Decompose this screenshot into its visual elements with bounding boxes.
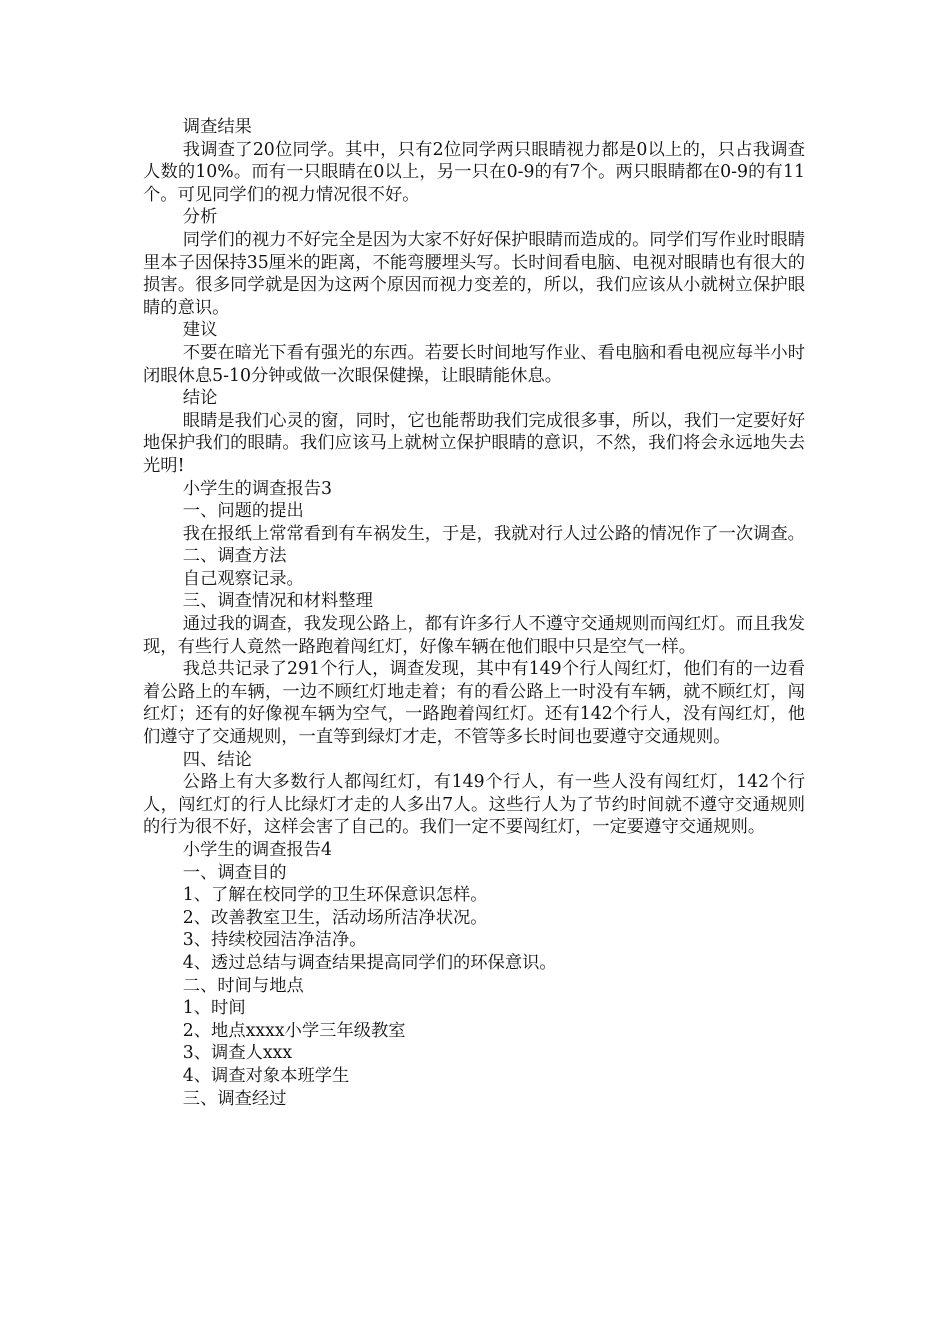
section-heading-results: 调查结果 (182, 117, 252, 137)
report3-paragraph-method: 自己观察记录。 (182, 568, 304, 589)
report4-heading-purpose: 一、调查目的 (182, 862, 287, 883)
report4-time-place-item-4: 4、调查对象本班学生 (182, 1065, 350, 1086)
report3-heading-situation: 三、调查情况和材料整理 (182, 591, 373, 612)
paragraph-analysis: 同学们的视力不好完全是因为大家不好好保护眼睛而造成的。同学们写作业时眼睛里本子因保持35厘米的距离，不能弯腰埋头写。长时间看电脑、电视对眼睛也有很大的损害。很多同学就是因为这两个原因而视力变差的，所以，我们应该从小就树立保护眼睛的意识。 (143, 229, 805, 318)
report3-paragraph-situation-2: 我总共记录了291个行人，调查发现，其中有149个行人闯红灯，他们有的一边看着公路上的车辆，一边不顾红灯地走着；有的看公路上一时没有车辆，就不顾红灯，闯红灯；还有的好像视车辆为空气，一路跑着闯红灯。还有142个行人，没有闯红灯，他们遵守了交通规则，一直等到绿灯才走，不管等多长时间也要遵守交通规则。 (143, 659, 805, 748)
report4-purpose-item-2: 2、改善教室卫生，活动场所洁净状况。 (182, 907, 488, 928)
section-heading-suggestion: 建议 (182, 320, 218, 341)
report4-heading-time-place: 二、时间与地点 (182, 975, 304, 996)
report3-heading-conclusion: 四、结论 (182, 749, 252, 770)
report4-purpose-item-4: 4、透过总结与调查结果提高同学们的环保意识。 (182, 952, 557, 973)
report3-paragraph-conclusion: 公路上有大多数行人都闯红灯，有149个行人，有一些人没有闯红灯，142个行人，闯红灯的行人比绿灯才走的人多出7人。这些行人为了节约时间就不遵守交通规则的行为很不好，这样会害了自己的。我们一定不要闯红灯，一定要遵守交通规则。 (143, 772, 805, 838)
section-heading-conclusion: 结论 (182, 388, 218, 409)
report4-time-place-item-3: 3、调查人xxx (182, 1043, 293, 1064)
report3-paragraph-problem: 我在报纸上常常看到有车祸发生，于是，我就对行人过公路的情况作了一次调查。 (182, 523, 805, 544)
paragraph-conclusion: 眼睛是我们心灵的窗，同时，它也能帮助我们完成很多事，所以，我们一定要好好地保护我们的眼睛。我们应该马上就树立保护眼睛的意识，不然，我们将会永远地失去光明! (143, 410, 805, 476)
paragraph-results: 我调查了20位同学。其中，只有2位同学两只眼睛视力都是0以上的，只占我调查人数的10%。而有一只眼睛在0以上，另一只在0-9的有7个。两只眼睛都在0-9的有11个。可见同学们的视力情况很不好。 (143, 139, 805, 205)
report4-heading-process: 三、调查经过 (182, 1088, 287, 1109)
report-title-3: 小学生的调查报告3 (182, 478, 333, 499)
section-heading-analysis: 分析 (182, 207, 218, 228)
report4-time-place-item-1: 1、时间 (182, 998, 246, 1019)
report4-purpose-item-1: 1、了解在校同学的卫生环保意识怎样。 (182, 885, 488, 906)
paragraph-suggestion: 不要在暗光下看有强光的东西。若要长时间地写作业、看电脑和看电视应每半小时闭眼休息5-10分钟或做一次眼保健操，让眼睛能休息。 (143, 342, 805, 386)
report3-heading-problem: 一、问题的提出 (182, 501, 304, 522)
report3-paragraph-situation-1: 通过我的调查，我发现公路上，都有许多行人不遵守交通规则而闯红灯。而且我发现，有些行人竟然一路跑着闯红灯，好像车辆在他们眼中只是空气一样。 (143, 614, 805, 657)
report-title-4: 小学生的调查报告4 (182, 840, 333, 860)
document-body (143, 116, 805, 1110)
report3-heading-method: 二、调查方法 (182, 546, 287, 567)
report4-purpose-item-3: 3、持续校园洁净洁净。 (182, 930, 367, 951)
report4-time-place-item-2: 2、地点xxxx小学三年级教室 (182, 1020, 406, 1041)
